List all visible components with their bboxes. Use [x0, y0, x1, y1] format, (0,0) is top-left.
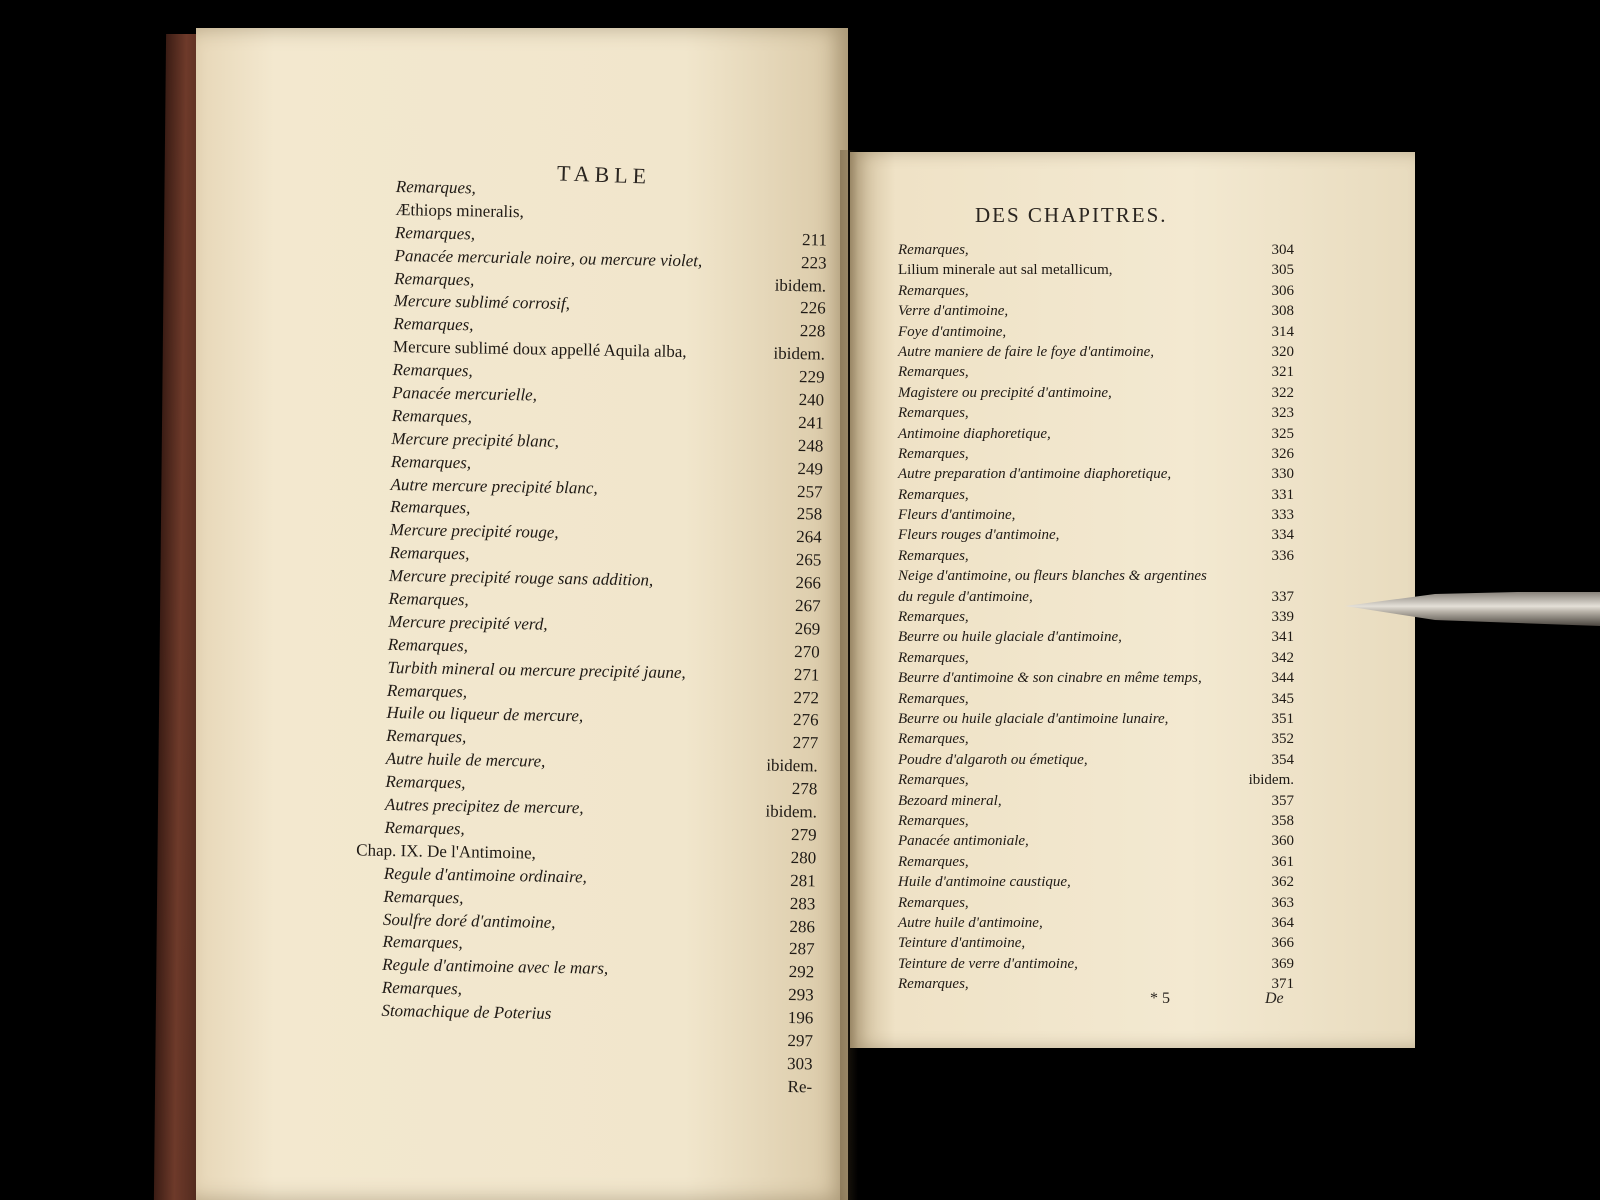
toc-entry-label: Magistere ou precipité d'antimoine, [898, 384, 1112, 401]
toc-page-number: 361 [1271, 853, 1294, 870]
toc-entry-label: Antimoine diaphoretique, [898, 425, 1051, 442]
toc-entry-label: Remarques, [390, 451, 472, 473]
toc-page-number: 266 [795, 573, 822, 593]
toc-entry-label: du regule d'antimoine, [898, 588, 1033, 605]
toc-page-number: 364 [1271, 914, 1294, 931]
toc-page-number: 286 [789, 916, 816, 936]
toc-entry-label: Autre mercure precipité blanc, [390, 474, 598, 498]
toc-page-number: 277 [792, 733, 819, 753]
left-page-header: TABLE [556, 160, 652, 189]
toc-page-number: 323 [1271, 405, 1294, 422]
toc-entry [898, 607, 1294, 627]
toc-page-number: 345 [1271, 690, 1294, 707]
toc-page-number: 229 [798, 367, 825, 387]
toc-page-number: 223 [800, 252, 827, 273]
toc-entry-label: Beurre ou huile glaciale d'antimoine, [898, 629, 1122, 646]
toc-page-number: 196 [787, 1008, 814, 1028]
toc-page-number: 344 [1271, 670, 1294, 687]
toc-entry-label: Foye d'antimoine, [898, 323, 1007, 340]
toc-entry-label: Remarques, [394, 268, 475, 289]
toc-entry [898, 424, 1294, 444]
toc-entry-label: Remarques, [387, 634, 469, 656]
toc-entry [898, 301, 1294, 321]
toc-page-number: 248 [797, 435, 824, 456]
toc-entry-label: Remarques, [393, 314, 474, 335]
toc-page-number: 334 [1271, 527, 1294, 544]
toc-page-number: 270 [794, 641, 820, 662]
toc-entry-label: Remarques, [382, 932, 463, 953]
toc-page-number: 211 [801, 229, 828, 250]
toc-page-number: 283 [789, 893, 816, 914]
right-page-header: DES CHAPITRES. [975, 203, 1168, 227]
toc-page-number: 336 [1271, 547, 1294, 564]
toc-page-number: 354 [1271, 751, 1294, 768]
toc-entry-label: Remarques, [898, 282, 969, 299]
toc-entry-label: Beurre ou huile glaciale d'antimoine lunaire, [898, 710, 1169, 727]
toc-page-number: 320 [1271, 343, 1294, 360]
toc-page-number: 280 [790, 847, 817, 868]
toc-entry [898, 689, 1294, 709]
toc-page-number: 369 [1271, 955, 1294, 972]
toc-entry-label: Fleurs d'antimoine, [898, 507, 1016, 524]
toc-page-number: 337 [1271, 588, 1294, 605]
toc-entry-label: Lilium minerale aut sal metallicum, [898, 262, 1113, 279]
toc-entry-label: Remarques, [898, 609, 969, 626]
toc-entry-label: Remarques, [898, 486, 969, 503]
toc-page-number: 326 [1271, 445, 1294, 462]
toc-entry-label: Remarques, [898, 690, 969, 707]
toc-entry-label: Mercure precipité blanc, [391, 428, 560, 451]
toc-page-number: 363 [1271, 894, 1294, 911]
toc-page-number: 357 [1271, 792, 1294, 809]
toc-entry [898, 791, 1294, 811]
toc-page-number: 271 [793, 664, 820, 685]
toc-entry-label: Mercure sublimé doux appellé Aquila alba, [392, 337, 687, 362]
toc-page-number: 264 [796, 527, 822, 547]
toc-entry-label: Remarques, [388, 588, 469, 610]
toc-entry [898, 852, 1294, 872]
toc-entry [898, 954, 1294, 974]
toc-page-number: 366 [1271, 935, 1294, 952]
toc-entry [898, 464, 1294, 484]
toc-page-number: 339 [1271, 609, 1294, 626]
page-gutter [840, 150, 858, 1200]
toc-page-number: 258 [796, 504, 823, 524]
toc-entry-label: Mercure precipité verd, [388, 611, 548, 634]
toc-entry-label: Mercure precipité rouge, [389, 520, 559, 543]
toc-page-number: 276 [792, 710, 819, 730]
toc-entry-label: Remarques, [898, 731, 969, 748]
toc-entry [898, 872, 1294, 892]
toc-entry-label: Remarques, [898, 976, 969, 993]
toc-entry-label: Remarques, [898, 445, 969, 462]
toc-page-number: 325 [1271, 425, 1294, 442]
toc-entry-label: Teinture de verre d'antimoine, [898, 955, 1078, 972]
toc-entry [898, 770, 1294, 790]
toc-entry-label: Remarques, [898, 364, 969, 381]
toc-page-number: 305 [1271, 262, 1294, 279]
toc-entry-label: Teinture d'antimoine, [898, 935, 1026, 952]
toc-page-number: ibidem. [773, 343, 826, 364]
toc-page-number: 293 [788, 985, 814, 1005]
toc-entry-label: Bezoard mineral, [898, 792, 1002, 809]
catchword: De [1265, 990, 1284, 1007]
toc-entry-label: Poudre d'algaroth ou émetique, [898, 751, 1088, 768]
toc-entry [898, 668, 1294, 688]
toc-entry [898, 485, 1294, 505]
toc-entry [898, 260, 1294, 280]
toc-page-number: 341 [1271, 629, 1294, 646]
toc-page-number: Re- [787, 1076, 813, 1097]
toc-page-number: 292 [788, 962, 815, 982]
toc-page-number: 306 [1271, 282, 1294, 299]
toc-page-number: 362 [1271, 874, 1294, 891]
toc-page-number: 297 [787, 1030, 814, 1051]
toc-entry [898, 893, 1294, 913]
toc-entry-label: Autre preparation d'antimoine diaphoretique, [898, 466, 1172, 483]
toc-entry-label: Autre huile d'antimoine, [898, 914, 1043, 931]
toc-page-number: 330 [1271, 466, 1294, 483]
toc-entry [898, 342, 1294, 362]
toc-entry-label: Remarques, [898, 772, 969, 789]
toc-entry [898, 525, 1294, 545]
toc-page-number: 287 [788, 939, 815, 959]
toc-page-number: 240 [798, 390, 825, 410]
signature-mark: * 5 [1150, 990, 1170, 1007]
toc-page-number: 249 [797, 458, 824, 479]
toc-entry-label: Remarques, [385, 772, 466, 793]
toc-entry [898, 322, 1294, 342]
toc-page-number: 267 [794, 596, 821, 616]
toc-page-number: 226 [800, 298, 826, 318]
toc-entry-label: Regule d'antimoine avec le mars, [382, 955, 609, 979]
toc-entry-label: Remarques, [898, 894, 969, 911]
toc-page-number: 303 [786, 1053, 813, 1074]
toc-entry-label: Mercure precipité rouge sans addition, [388, 566, 654, 590]
toc-entry-label: Remarques, [898, 547, 969, 564]
toc-page-number: 241 [798, 412, 824, 433]
toc-page-number: 321 [1271, 364, 1294, 381]
toc-page-number: 314 [1271, 323, 1294, 340]
toc-entry-label: Huile d'antimoine caustique, [898, 874, 1071, 891]
toc-entry-label: Remarques, [898, 853, 969, 870]
toc-page-number: ibidem. [766, 755, 818, 776]
toc-page-number: 281 [790, 870, 816, 891]
toc-entry-label: Turbith mineral ou mercure precipité jaune, [387, 657, 686, 682]
toc-entry [898, 831, 1294, 851]
toc-entry-label: Remarques, [898, 242, 969, 258]
toc-page-number: 358 [1271, 812, 1294, 829]
toc-entry-label: Remarques, [384, 817, 465, 839]
toc-entry-label: Remarques, [898, 405, 969, 422]
toc-entry-label: Beurre d'antimoine & son cinabre en même temps, [898, 670, 1202, 687]
toc-entry-label: Remarques, [390, 497, 471, 518]
toc-page-number: 278 [791, 779, 818, 799]
toc-page-number: ibidem. [1248, 772, 1294, 789]
toc-entry-label: Autres precipitez de mercure, [384, 794, 584, 818]
toc-entry-label: Mercure sublimé corrosif, [393, 291, 571, 314]
toc-entry-label: Neige d'antimoine, ou fleurs blanches & argentines [898, 568, 1207, 585]
toc-entry-label: Remarques, [386, 726, 467, 747]
toc-page-number: 360 [1271, 833, 1294, 850]
toc-page-number: 265 [795, 550, 822, 570]
toc-entry-label: Soulfre doré d'antimoine, [382, 909, 556, 932]
toc-page-number: 333 [1271, 507, 1294, 524]
toc-page-number: 352 [1271, 731, 1294, 748]
toc-entry [898, 383, 1294, 403]
toc-entry-label: Remarques, [395, 176, 477, 198]
toc-entry [898, 627, 1294, 647]
toc-entry-label: Remarques, [392, 360, 473, 381]
toc-entry-label: Regule d'antimoine ordinaire, [383, 863, 588, 887]
toc-entry-label: Remarques, [394, 222, 476, 244]
toc-entry [898, 566, 1294, 586]
toc-page-number: 322 [1271, 384, 1294, 401]
toc-entry [898, 750, 1294, 770]
toc-page-number: 272 [793, 687, 820, 708]
toc-page-number: 342 [1271, 649, 1294, 666]
toc-entry [898, 240, 1294, 260]
toc-entry [898, 913, 1294, 933]
toc-page-number: 269 [794, 618, 821, 639]
toc-entry [898, 811, 1294, 831]
toc-entry [898, 505, 1294, 525]
toc-entry [898, 974, 1294, 994]
toc-page-number: ibidem. [774, 275, 827, 296]
toc-entry-label: Æthiops mineralis, [395, 199, 525, 222]
toc-entry-label: Autre huile de mercure, [385, 749, 546, 771]
toc-entry [898, 546, 1294, 566]
toc-page-number: ibidem. [765, 801, 818, 822]
toc-entry [898, 444, 1294, 464]
toc-entry-label: Panacée mercurielle, [392, 382, 538, 405]
metal-pointer-icon [1345, 592, 1600, 632]
toc-entry-label: Remarques, [898, 812, 969, 829]
toc-entry-label: Chap. IX. De l'Antimoine, [356, 840, 537, 863]
toc-entry [898, 362, 1294, 382]
toc-entry [898, 648, 1294, 668]
toc-entry-label: Autre maniere de faire le foye d'antimoine, [898, 343, 1155, 360]
toc-entry [898, 403, 1294, 423]
toc-page-number: 331 [1271, 486, 1294, 503]
toc-entry-label: Verre d'antimoine, [898, 303, 1009, 320]
toc-entry-label: Huile ou liqueur de mercure, [386, 703, 584, 726]
toc-entry-label: Stomachique de Poterius [381, 1000, 552, 1023]
toc-page-number: 351 [1271, 710, 1294, 727]
toc-entry [898, 587, 1294, 607]
toc-entry [898, 729, 1294, 749]
toc-entry-label: Remarques, [389, 543, 470, 564]
toc-page-number: 371 [1271, 976, 1294, 993]
toc-entry-label: Remarques, [383, 886, 464, 907]
toc-page-number: 308 [1271, 303, 1294, 320]
toc-entry [898, 281, 1294, 301]
toc-entry-label: Panacée antimoniale, [898, 833, 1029, 850]
toc-entry-label: Remarques, [898, 649, 969, 666]
left-toc-list [356, 176, 828, 1099]
toc-page-number: 304 [1271, 242, 1294, 258]
toc-entry-label: Panacée mercuriale noire, ou mercure violet, [394, 245, 703, 271]
toc-entry-label: Remarques, [391, 405, 473, 427]
toc-entry-label: Fleurs rouges d'antimoine, [898, 527, 1060, 544]
toc-page-number: 257 [796, 481, 823, 502]
toc-entry [898, 933, 1294, 953]
toc-page-number: 228 [799, 321, 826, 341]
toc-entry [898, 709, 1294, 729]
toc-entry-label: Remarques, [386, 680, 468, 701]
toc-page-number: 279 [790, 824, 817, 845]
toc-entry-label: Remarques, [381, 978, 463, 999]
right-toc-list [898, 240, 1294, 994]
